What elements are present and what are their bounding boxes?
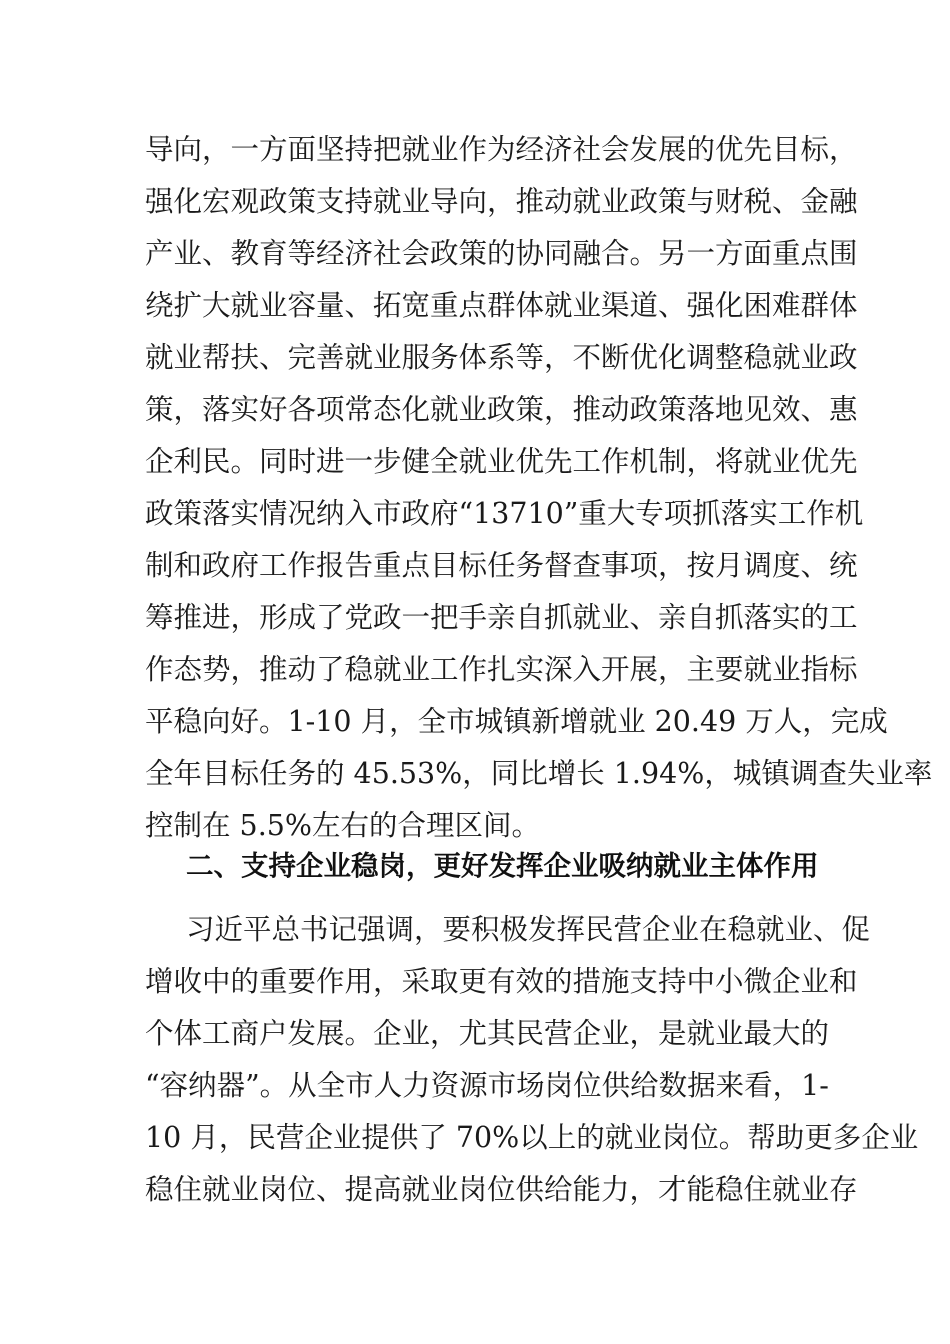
- paragraph1-line: 策，落实好各项常态化就业政策，推动政策落地见效、惠: [145, 393, 858, 426]
- paragraph1-line: 作态势，推动了稳就业工作扎实深入开展，主要就业指标: [145, 653, 858, 686]
- paragraph1-line: 平稳向好。1-10 月，全市城镇新增就业 20.49 万人，完成: [145, 705, 888, 738]
- paragraph1-line: 强化宏观政策支持就业导向，推动就业政策与财税、金融: [145, 185, 858, 218]
- paragraph1-line: 制和政府工作报告重点目标任务督查事项，按月调度、统: [145, 549, 858, 582]
- paragraph1-line: 绕扩大就业容量、拓宽重点群体就业渠道、强化困难群体: [145, 289, 858, 322]
- paragraph1-line: 就业帮扶、完善就业服务体系等，不断优化调整稳就业政: [145, 341, 858, 374]
- paragraph2-line: 习近平总书记强调，要积极发挥民营企业在稳就业、促: [186, 913, 871, 946]
- paragraph1-line: 导向，一方面坚持把就业作为经济社会发展的优先目标，: [145, 133, 858, 166]
- paragraph1-line: 企利民。同时进一步健全就业优先工作机制，将就业优先: [145, 445, 858, 478]
- paragraph2-line: 增收中的重要作用，采取更有效的措施支持中小微企业和: [145, 965, 858, 998]
- paragraph1-line: 政策落实情况纳入市政府“13710”重大专项抓落实工作机: [145, 497, 864, 530]
- paragraph2-line: 10 月，民营企业提供了 70%以上的就业岗位。帮助更多企业: [145, 1121, 919, 1154]
- paragraph1-line: 产业、教育等经济社会政策的协同融合。另一方面重点围: [145, 237, 858, 270]
- paragraph2-line: 稳住就业岗位、提高就业岗位供给能力，才能稳住就业存: [145, 1173, 858, 1206]
- paragraph1-line: 控制在 5.5%左右的合理区间。: [145, 809, 540, 842]
- paragraph1-line: 全年目标任务的 45.53%，同比增长 1.94%，城镇调查失业率: [145, 757, 933, 790]
- section-heading: 二、支持企业稳岗，更好发挥企业吸纳就业主体作用: [186, 850, 819, 882]
- paragraph2-line: 个体工商户发展。企业，尤其民营企业，是就业最大的: [145, 1017, 830, 1050]
- paragraph2-line: “容纳器”。从全市人力资源市场岗位供给数据来看，1-: [145, 1069, 829, 1102]
- paragraph1-line: 筹推进，形成了党政一把手亲自抓就业、亲自抓落实的工: [145, 601, 858, 634]
